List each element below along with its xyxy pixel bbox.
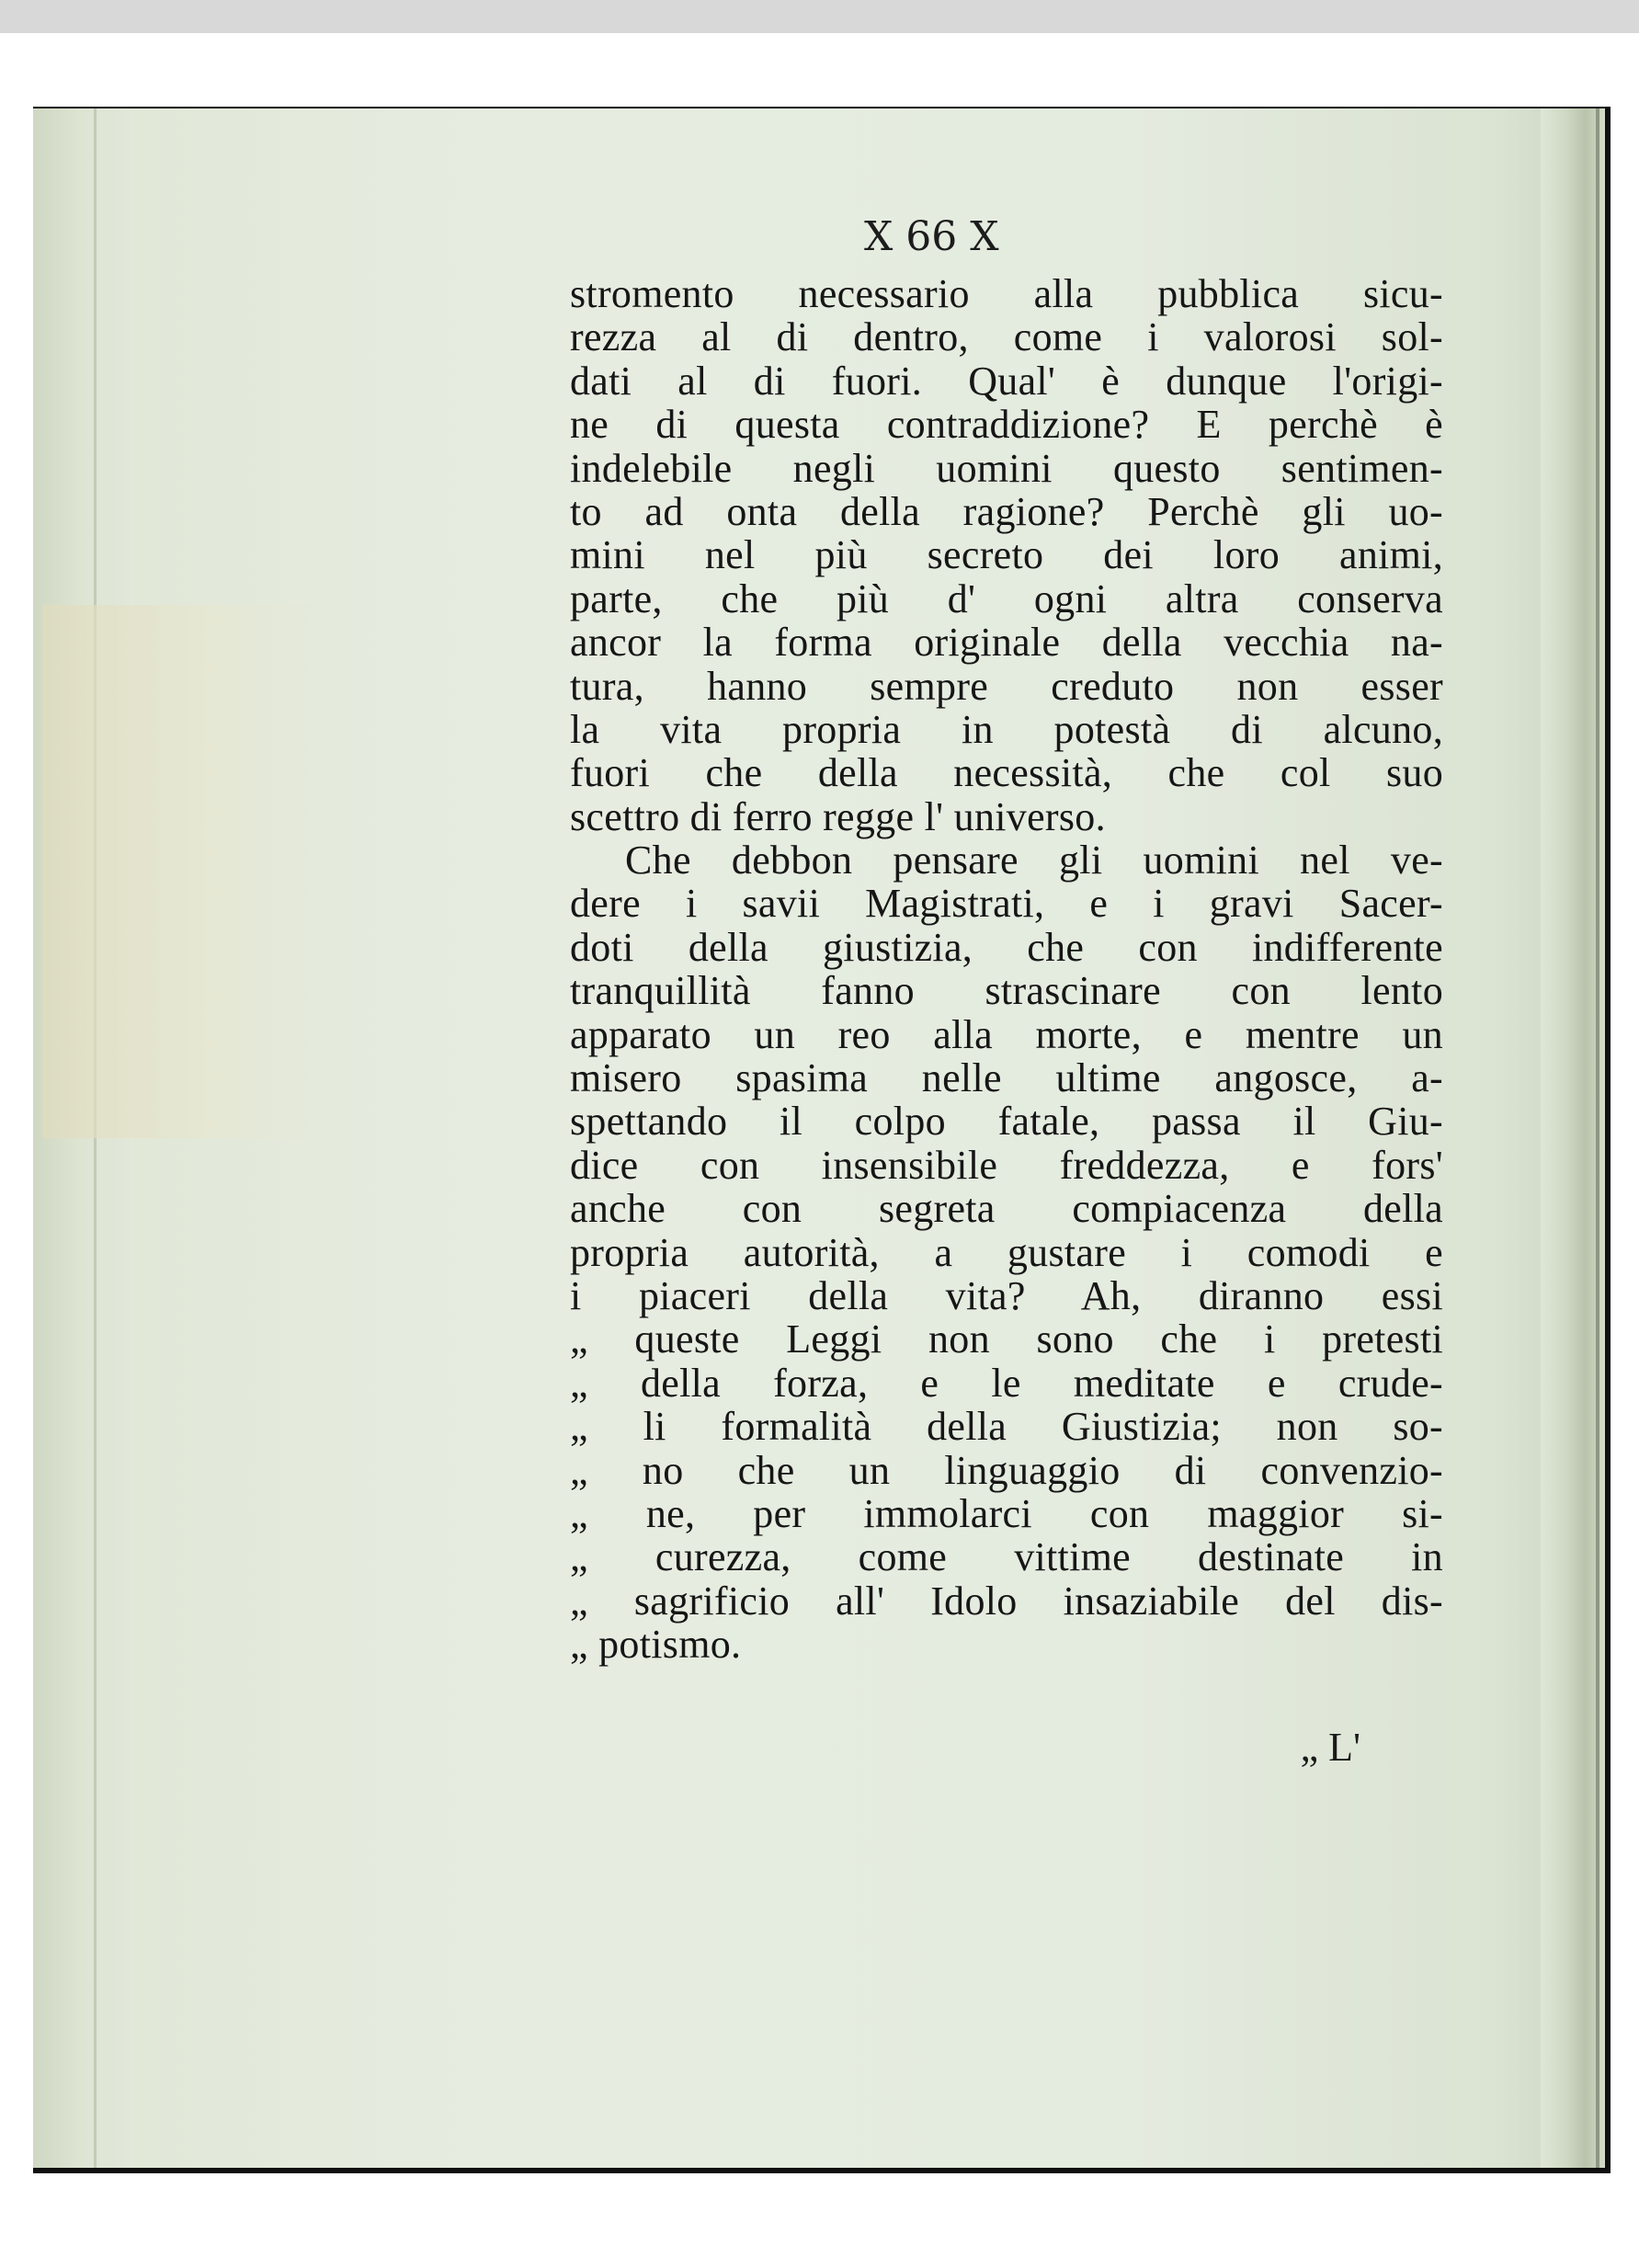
text-line: „ della forza, e le meditate e crude- [570,1360,1443,1406]
text-line: spettando il colpo fatale, passa il Giu- [570,1099,1443,1145]
text-line: „ li formalità della Giustizia; non so- [570,1404,1443,1450]
text-line: misero spasima nelle ultime angosce, a- [570,1055,1443,1101]
text-line: tranquillità fanno strascinare con lento [570,968,1443,1014]
text-line: „ curezza, come vittime destinate in [570,1534,1443,1580]
text-line: dice con insensibile freddezza, e fors' [570,1142,1443,1188]
text-line: doti della giustizia, che con indifferente [570,924,1443,970]
text-line: ne di questa contraddizione? E perchè è [570,402,1443,448]
scan-top-border [0,0,1639,33]
text-line: dati al di fuori. Qual' è dunque l'origi- [570,358,1443,404]
text-line: propria autorità, a gustare i comodi e [570,1229,1443,1275]
text-line: scettro di ferro regge l' universo. [570,793,1106,839]
text-line: mini nel più secreto dei loro animi, [570,532,1443,578]
text-line: stromento necessario alla pubblica sicu- [570,271,1443,316]
text-line: la vita propria in potestà di alcuno, [570,706,1443,752]
left-page-edge [33,108,134,2168]
text-line: Che debbon pensare gli uomini nel ve- [625,838,1443,883]
text-line: tura, hanno sempre creduto non esser [570,663,1443,709]
text-line: parte, che più d' ogni altra conserva [570,576,1443,621]
left-margin-line [94,108,97,2168]
text-line: „ sagrificio all' Idolo insaziabile del dis- [570,1578,1443,1624]
text-line: dere i savii Magistrati, e i gravi Sacer- [570,881,1443,927]
body-text [570,272,1443,1667]
text-line: indelebile negli uomini questo sentimen- [570,445,1443,491]
catchword: „ L' [1300,1725,1360,1770]
text-line: „ queste Leggi non sono che i pretesti [570,1316,1443,1362]
text-line: apparato un reo alla morte, e mentre un [570,1011,1443,1057]
text-line: „ no che un linguaggio di convenzio- [570,1447,1443,1493]
text-line: rezza al di dentro, come i valorosi sol- [570,314,1443,360]
text-line: „ potismo. [570,1622,742,1668]
text-line: anche con segreta compiacenza della [570,1186,1443,1232]
text-line: „ ne, per immolarci con maggior si- [570,1490,1443,1536]
text-line: to ad onta della ragione? Perchè gli uo- [570,488,1443,534]
text-line: fuori che della necessità, che col suo [570,750,1443,796]
text-line: i piaceri della vita? Ah, diranno essi [570,1272,1443,1318]
gutter-fold-line [1596,108,1599,2168]
page-header: X 66 X [864,213,999,260]
paper-stain [42,605,318,1138]
text-line: ancor la forma originale della vecchia na- [570,620,1443,666]
